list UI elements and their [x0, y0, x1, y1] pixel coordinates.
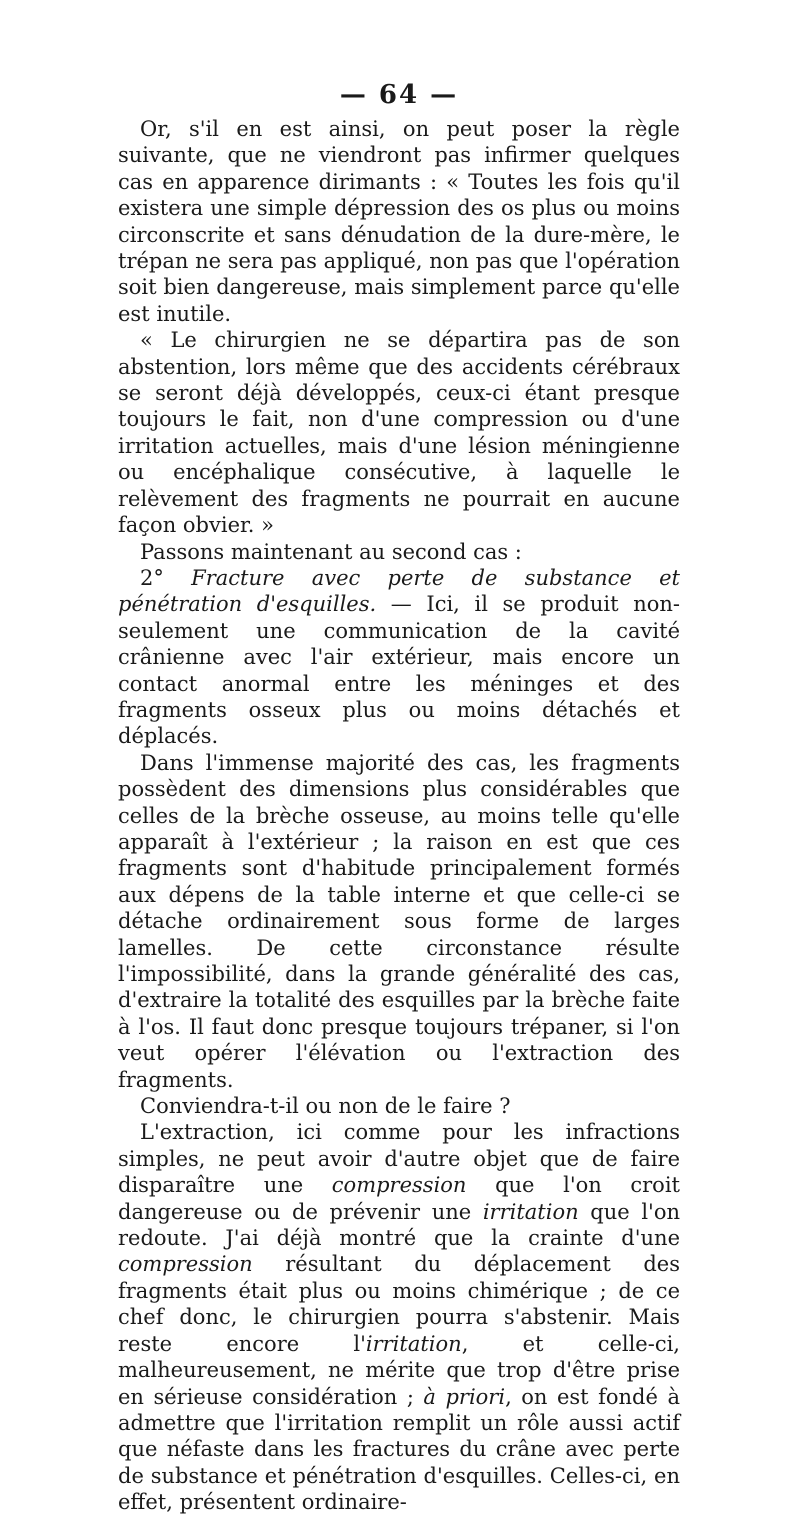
- italic-text: compression: [331, 1173, 467, 1198]
- text-run: Conviendra-t-il ou non de le faire ?: [140, 1094, 511, 1119]
- paragraph: [118, 565, 680, 750]
- text-run: résultant du déplacement des fragments était plus ou moins chimérique ; de ce chef donc, le chirurgien pourra s'abstenir. Mais reste encore l': [118, 1252, 680, 1356]
- page-number: — 64 —: [339, 80, 459, 110]
- paragraph: [118, 539, 680, 565]
- book-page: [118, 80, 680, 1516]
- text-run: « Le chirurgien ne se départira pas de son abstention, lors même que des accidents cérébraux se seront déjà développés, ceux-ci étant presque toujours le fait, non d'une compression ou d'une irritation actuelles, mais d'une lésion méningienne ou encéphalique consécutive, à laquelle le relèvement des fragments ne pourrait en aucune façon obvier. »: [118, 328, 680, 538]
- text-run: Dans l'immense majorité des cas, les fragments possèdent des dimensions plus considérables que celles de la brèche osseuse, au moins telle qu'elle apparaît à l'extérieur ; la raison en est que ces fragments sont d'habitude principalement formés aux dépens de la table interne et que celle-ci se détache ordinairement sous forme de larges lamelles. De cette circonstance résulte l'impossibilité, dans la grande généralité des cas, d'extraire la totalité des esquilles par la brèche faite à l'os. Il faut donc presque toujours trépaner, si l'on veut opérer l'élévation ou l'extraction des fragments.: [118, 750, 680, 1092]
- italic-text: compression: [118, 1252, 253, 1277]
- text-run: — Ici, il se produit non-seulement une communication de la cavité crânienne avec l'air extérieur, mais encore un contact anormal entre les méninges et des fragments osseux plus ou moins détachés et déplacés.: [118, 592, 680, 749]
- paragraph: [118, 116, 680, 327]
- text-run: , on est fondé à admettre que l'irritation remplit un rôle aussi actif que néfaste dans les fractures du crâne avec perte de substance et pénétration d'esquilles. Celles-ci, en effet, présentent ordinaire-: [118, 1384, 680, 1515]
- paragraph: [118, 1093, 680, 1119]
- paragraph: [118, 327, 680, 538]
- text-run: que l'on redoute. J'ai déjà montré que la crainte d'une: [118, 1199, 680, 1251]
- italic-text: irritation: [482, 1199, 579, 1224]
- paragraph: [118, 750, 680, 1093]
- text-run: que l'on croit dangereuse ou de prévenir une: [118, 1173, 680, 1224]
- paragraph: [118, 1119, 680, 1515]
- text-run: Passons maintenant au second cas :: [140, 539, 522, 564]
- italic-text: Fracture avec perte de substance et pénétration d'esquilles.: [118, 565, 680, 617]
- page-body: [118, 116, 680, 1516]
- text-run: 2°: [140, 565, 192, 590]
- text-run: L'extraction, ici comme pour les infractions simples, ne peut avoir d'autre objet que de faire disparaître une: [118, 1120, 680, 1198]
- italic-text: à priori: [423, 1384, 506, 1409]
- text-run: Or, s'il en est ainsi, on peut poser la règle suivante, que ne viendront pas infirmer quelques cas en apparence dirimants : « Toutes les fois qu'il existera une simple dépression des os plus ou moins circonscrite et sans dénudation de la dure-mère, le trépan ne sera pas appliqué, non pas que l'opération soit bien dangereuse, mais simplement parce qu'elle est inutile.: [118, 117, 680, 326]
- text-run: , et celle-ci, malheureusement, ne mérite que trop d'être prise en sérieuse considération ;: [118, 1331, 680, 1409]
- italic-text: irritation: [365, 1331, 462, 1356]
